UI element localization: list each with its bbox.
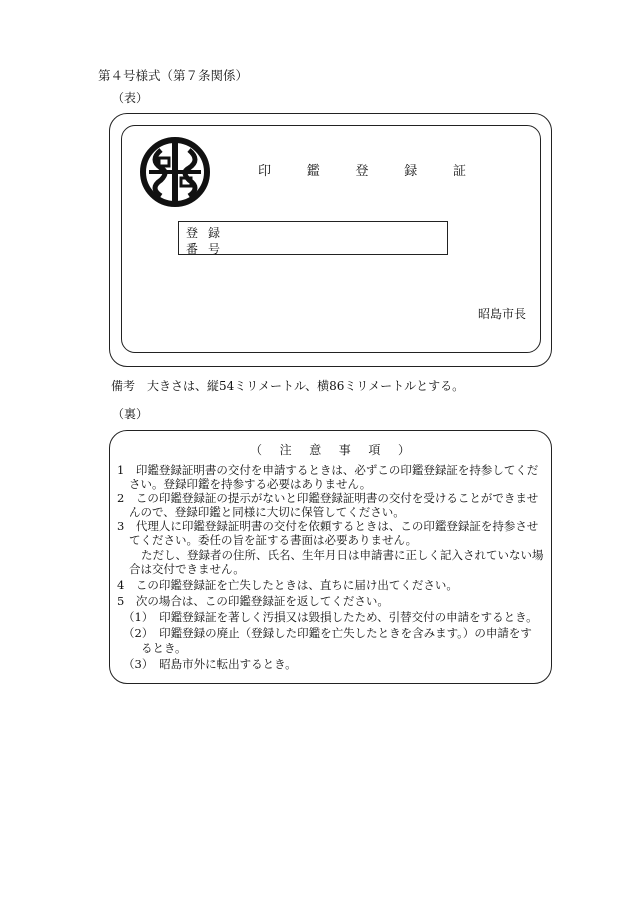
note-line: てください。委任の旨を証する書面は必要ありません。	[129, 533, 418, 547]
note-line: 2 この印鑑登録証の提示がないと印鑑登録証明書の交付を受けることができませ	[117, 491, 539, 505]
note-line: 合は交付できません。	[129, 562, 245, 576]
notes-title-char: 事	[338, 443, 351, 457]
card-title-char: 録	[404, 164, 418, 179]
note-line: るとき。	[141, 641, 187, 655]
registration-label-line1: 登録	[186, 226, 231, 240]
notes-title-char: 注	[279, 443, 292, 457]
note-line: さい。登録印鑑を持参する必要はありません。	[129, 477, 372, 491]
note-line: 4 この印鑑登録証を亡失したときは、直ちに届け出てください。	[117, 578, 458, 592]
card-title-char: 印	[258, 164, 272, 179]
card-title-char: 鑑	[306, 164, 320, 179]
form-number: 第４号様式（第７条関係）	[98, 68, 249, 83]
note-line: 3 代理人に印鑑登録証明書の交付を依頼するときは、この印鑑登録証を持参させ	[117, 519, 539, 533]
note-line: （1） 印鑑登録証を著しく汚損又は毀損したため、引替交付の申請をするとき。	[123, 610, 538, 624]
notes-title-char: 項	[368, 443, 381, 457]
notes-title-char: 意	[309, 443, 322, 457]
notes-title-char: （	[250, 443, 263, 457]
size-remark: 備考 大きさは、縦54ミリメートル、横86ミリメートルとする。	[111, 379, 465, 393]
note-line: ただし、登録者の住所、氏名、生年月日は申請書に正しく記入されていない場	[141, 548, 544, 562]
note-line: （3） 昭島市外に転出するとき。	[123, 657, 297, 671]
front-label: （表）	[112, 91, 149, 105]
note-line: んので、登録印鑑と同様に大切に保管してください。	[129, 505, 405, 519]
notes-title-char: ）	[397, 443, 410, 457]
notes-title	[250, 441, 410, 458]
card-title-char: 証	[452, 164, 466, 179]
back-label: （裏）	[112, 407, 149, 421]
issuer-mayor: 昭島市長	[478, 307, 527, 321]
note-line: 1 印鑑登録証明書の交付を申請するときは、必ずこの印鑑登録証を持参してくだ	[117, 463, 539, 477]
card-title-char: 登	[355, 164, 369, 179]
city-emblem-icon	[139, 136, 211, 208]
card-title	[258, 160, 466, 179]
note-line: （2） 印鑑登録の廃止（登録した印鑑を亡失したときを含みます。）の申請をす	[123, 626, 532, 640]
registration-label-line2: 番号	[186, 242, 231, 256]
note-line: 5 次の場合は、この印鑑登録証を返してください。	[117, 594, 389, 608]
